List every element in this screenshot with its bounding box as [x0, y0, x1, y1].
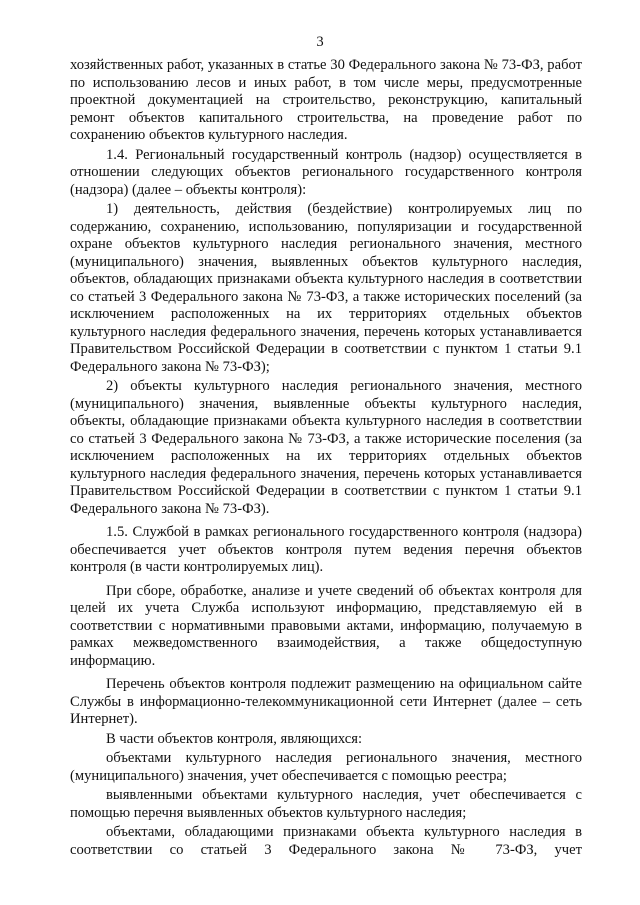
paragraph-identified-objects: выявленными объектами культурного наследия, учет обеспечивается с помощью перечня выявленных объектов культурного наследия;	[70, 787, 582, 821]
paragraph-objects-intro: В части объектов контроля, являющихся:	[106, 730, 362, 747]
paragraph-1-4-item-1: 1) деятельность, действия (бездействие) контролируемых лиц по содержанию, сохранению, использованию, популяризации и государственной охране объектов культурного наследия регионального значения, местного (муниципального) значения, выявленных объектов культурного наследия, объектов, обладающих признаками объекта культурного наследия в соответствии со статьей 3 Федерального закона № 73-ФЗ, а также исторических поселений (за исключением расположенных на их территориях отдельных объектов культурного наследия федерального значения, перечень которых устанавливается Правительством Российской Федерации в соответствии с пунктом 1 статьи 9.1 Федерального закона № 73-ФЗ);	[70, 201, 582, 375]
paragraph-list-publication: Перечень объектов контроля подлежит размещению на официальном сайте Службы в информационно-телекоммуникационной сети Интернет (далее – сеть Интернет).	[70, 676, 582, 727]
paragraph-1-5: 1.5. Службой в рамках регионального государственного контроля (надзора) обеспечивается учет объектов контроля путем ведения перечня объектов контроля (в части контролируемых лиц).	[70, 524, 582, 575]
paragraph-data-collection: При сборе, обработке, анализе и учете сведений об объектах контроля для целей их учета Служба используют информацию, представляемую ей в соответствии с нормативными правовыми актами, информацию, получаемую в рамках межведомственного взаимодействия, а также общедоступную информацию.	[70, 582, 582, 669]
paragraph-objects-with-signs: объектами, обладающими признаками объекта культурного наследия в соответствии со статьей 3 Федерального закона № 73-ФЗ, учет	[70, 824, 582, 858]
page-number: 3	[316, 34, 324, 50]
paragraph-1-4-item-2: 2) объекты культурного наследия регионального значения, местного (муниципального) значения, выявленные объекты культурного наследия, объекты, обладающие признаками объекта культурного наследия в соответствии со статьей 3 Федерального закона № 73-ФЗ, а также исторические поселения (за исключением расположенных на их территориях отдельных объектов культурного наследия федерального значения, перечень которых устанавливается Правительством Российской Федерации в соответствии с пунктом 1 статьи 9.1 Федерального закона № 73-ФЗ).	[70, 378, 582, 517]
paragraph-1-4: 1.4. Региональный государственный контроль (надзор) осуществляется в отношении следующих объектов регионального государственного контроля (надзора) (далее – объекты контроля):	[70, 146, 582, 198]
paragraph-continuation: хозяйственных работ, указанных в статье 30 Федерального закона № 73-ФЗ, работ по использованию лесов и иных работ, в том числе меры, предусмотренные проектной документацией на строительство, реконструкцию, капитальный ремонт объектов капитального строительства, на проведение работ по сохранению объектов культурного наследия.	[70, 57, 582, 143]
paragraph-registry: объектами культурного наследия регионального значения, местного (муниципального) значения, учет обеспечивается с помощью реестра;	[70, 750, 582, 784]
document-body	[70, 57, 582, 861]
